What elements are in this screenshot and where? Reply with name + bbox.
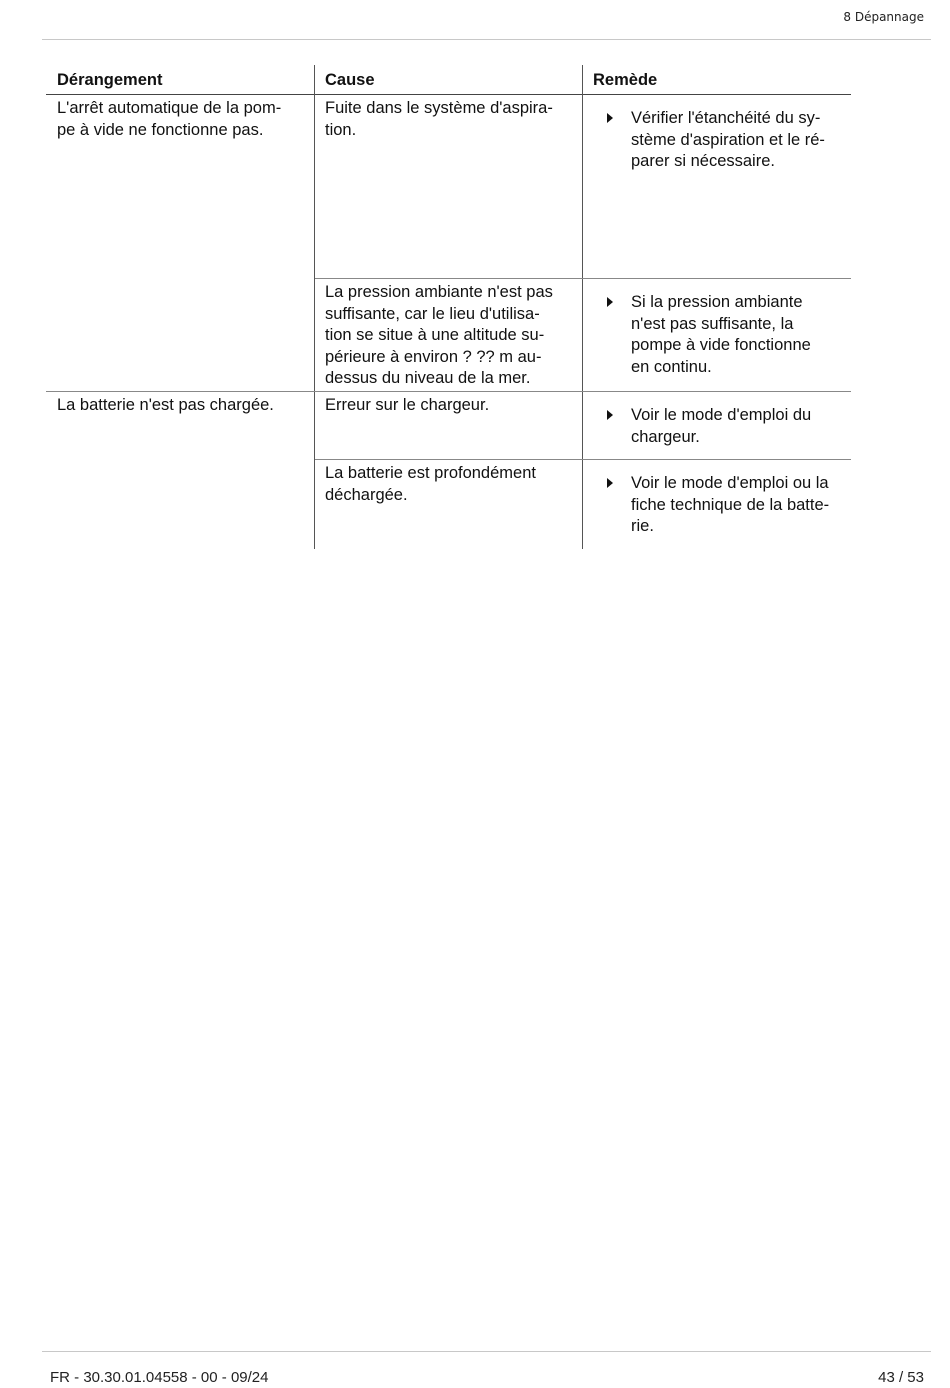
section-title: 8 Dépannage: [843, 10, 924, 24]
bullet-arrow-icon: [607, 297, 613, 307]
remedy-text: Vérifier l'étanchéité du sy- stème d'aspiration et le ré- parer si nécessaire.: [631, 109, 825, 170]
remedy-cell: [607, 108, 851, 178]
remedy-text: Si la pression ambiante n'est pas suffisante, la pompe à vide fonctionne en continu.: [631, 293, 811, 376]
page-footer: [42, 1351, 931, 1388]
remedy-cell: [607, 405, 851, 453]
cause-cell: Erreur sur le chargeur.: [325, 396, 490, 414]
header-rule: [46, 94, 851, 95]
remedy-text: Voir le mode d'emploi du chargeur.: [631, 406, 812, 446]
page-header: [42, 0, 931, 40]
cause-cell: La batterie est profondément déchargée.: [325, 464, 536, 504]
bullet-arrow-icon: [607, 478, 613, 488]
column-header-fault: Dérangement: [57, 71, 163, 89]
remedy-cell: [607, 473, 851, 543]
remedy-cell: [607, 292, 851, 382]
column-divider: [314, 65, 315, 549]
row-divider: [315, 459, 851, 460]
row-divider: [315, 278, 851, 279]
document-reference: FR - 30.30.01.04558 - 00 - 09/24: [50, 1369, 269, 1386]
fault-cell: L'arrêt automatique de la pom- pe à vide ne fonctionne pas.: [57, 99, 282, 139]
bullet-arrow-icon: [607, 410, 613, 420]
column-header-remedy: Remède: [593, 71, 658, 89]
column-divider: [582, 65, 583, 549]
page-number: 43 / 53: [878, 1369, 924, 1386]
column-header-cause: Cause: [325, 71, 375, 89]
cause-cell: La pression ambiante n'est pas suffisante, car le lieu d'utilisa- tion se situe à une altitude su- périeure à environ ? ?? m au- dessus du niveau de la mer.: [325, 283, 553, 387]
remedy-text: Voir le mode d'emploi ou la fiche technique de la batte- rie.: [631, 474, 830, 535]
fault-cell: La batterie n'est pas chargée.: [57, 396, 274, 414]
bullet-arrow-icon: [607, 113, 613, 123]
cause-cell: Fuite dans le système d'aspira- tion.: [325, 99, 553, 139]
row-divider: [46, 391, 851, 392]
